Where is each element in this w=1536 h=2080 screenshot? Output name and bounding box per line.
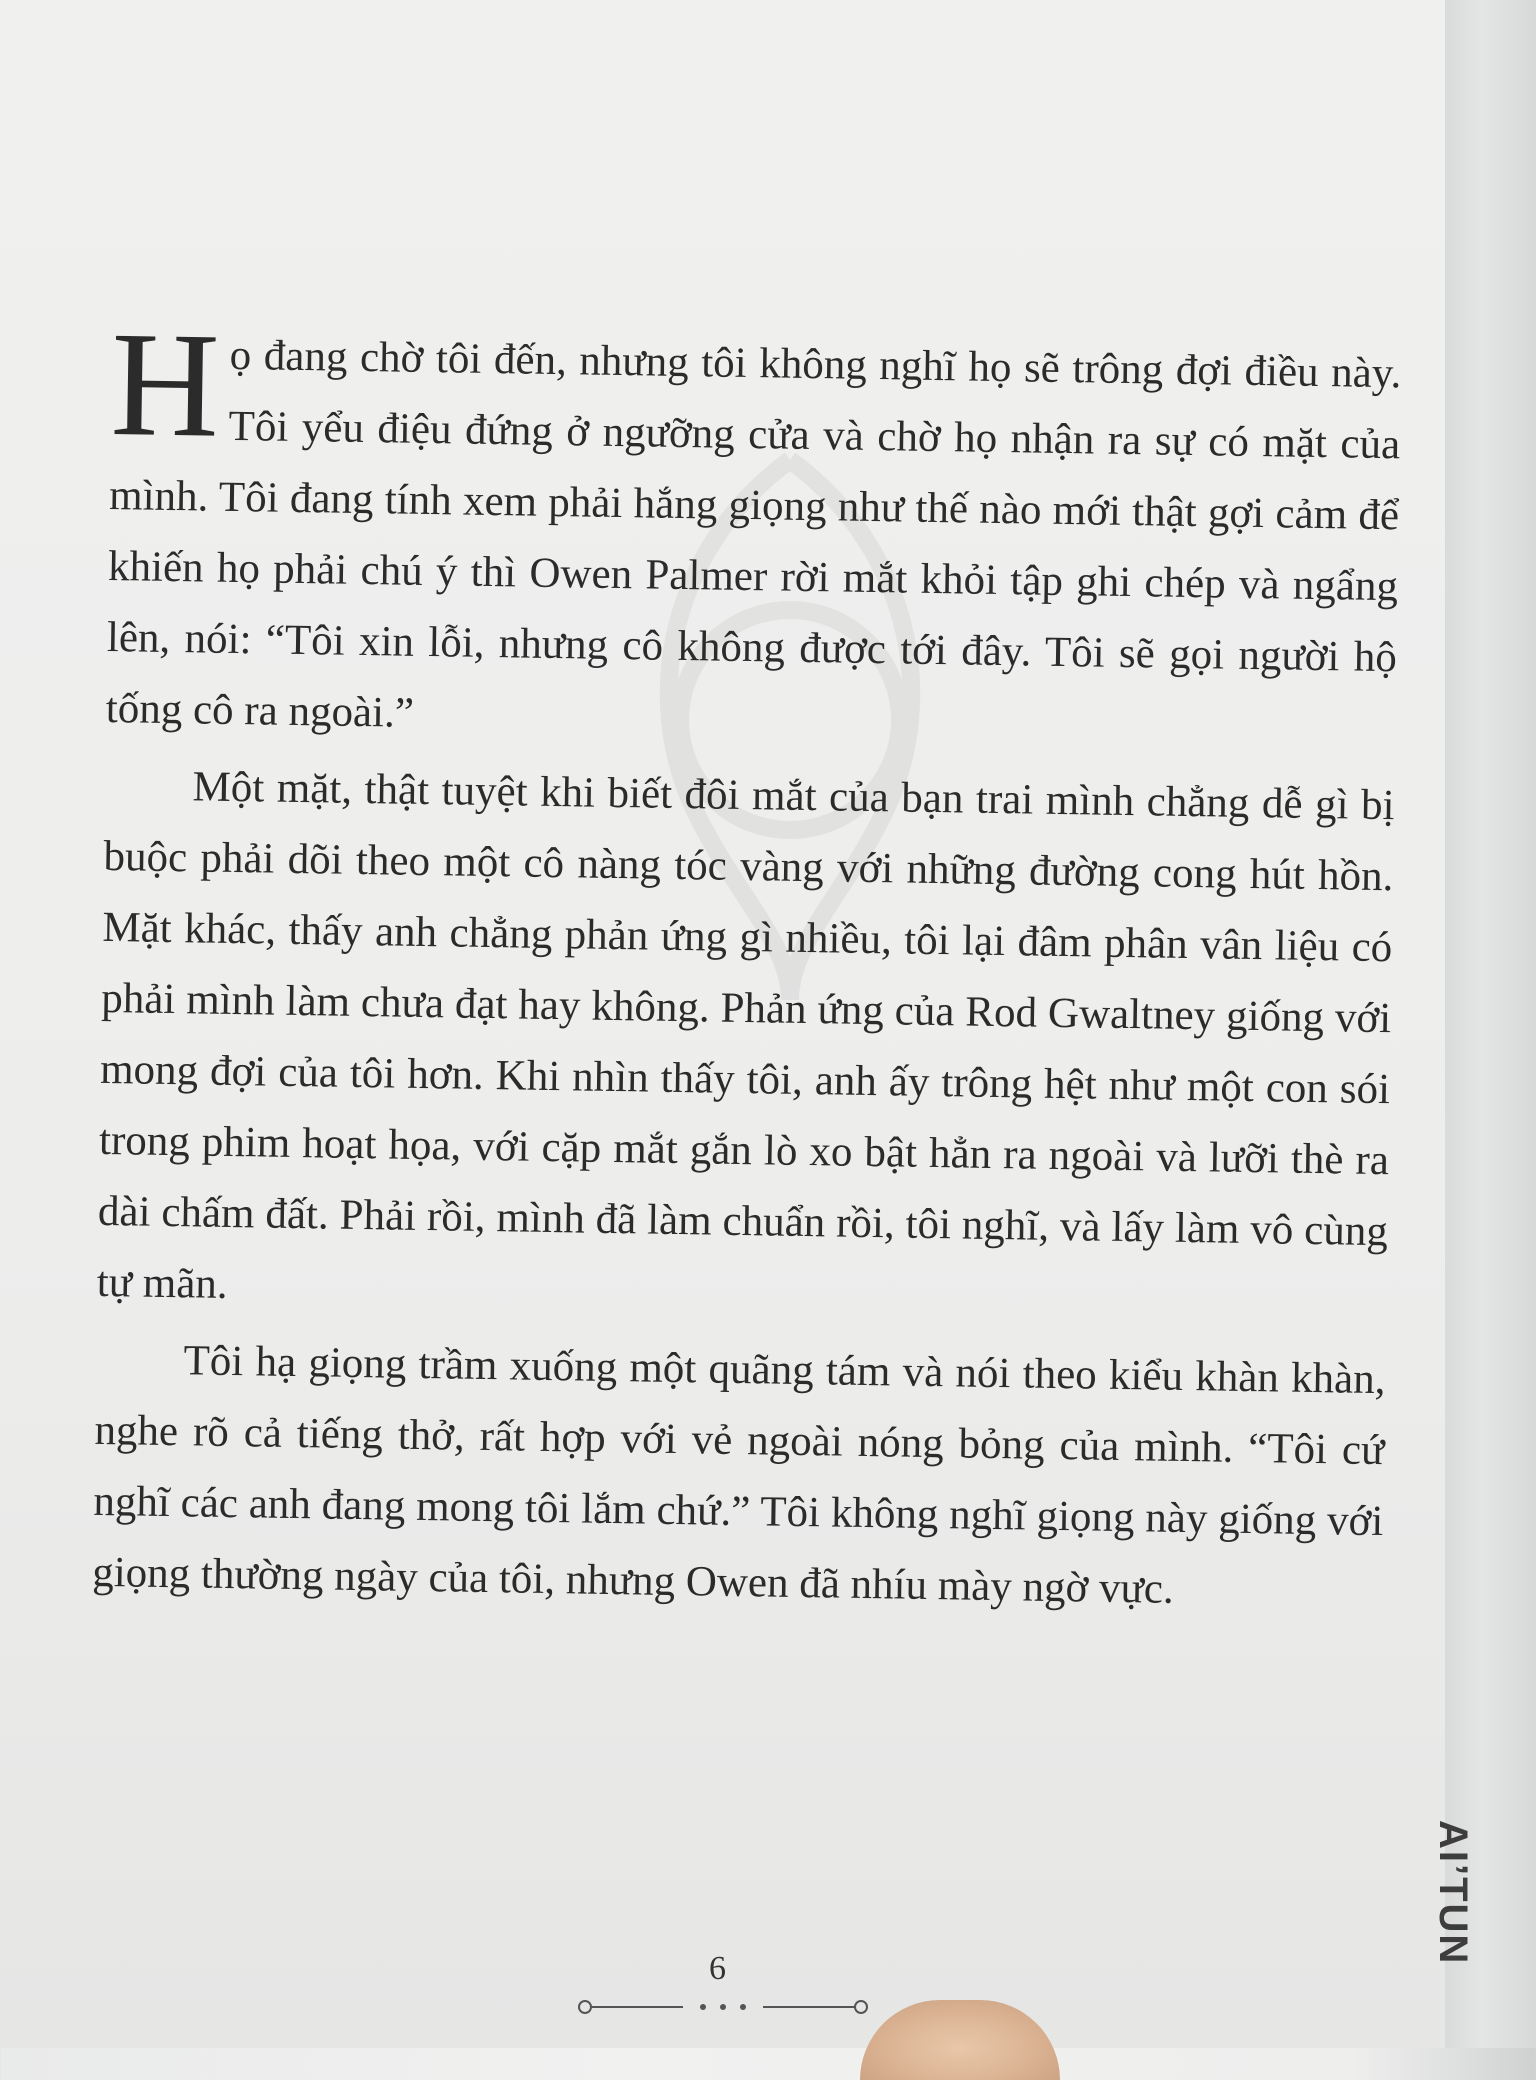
body-text: [91, 301, 1402, 1628]
page-number: 6: [709, 1950, 726, 1987]
page-footer: [0, 1950, 1445, 2022]
footer-ornament-icon: [573, 1992, 873, 2022]
paragraph-2: Một mặt, thật tuyệt khi biết đôi mắt của bạn trai mình chẳng dễ gì bị buộc phải dõi theo một cô nàng tóc vàng với những đường cong hút hồn. Mặt khác, thấy anh chẳng phản ứng gì nhiều, tôi lại đâm phân vân liệu có phải mình làm chưa đạt hay không. Phản ứng của Rod Gwaltney giống với mong đợi của tôi hơn. Khi nhìn thấy tôi, anh ấy trông hệt như một con sói trong phim hoạt họa, với cặp mắt gắn lò xo bật hẳn ra ngoài và lưỡi thè ra dài chấm đất. Phải rồi, mình đã làm chuẩn rồi, tôi nghĩ, và lấy làm vô cùng tự mãn.: [96, 763, 1395, 1308]
paragraph-1: [105, 301, 1402, 764]
spine-text: AI’TUN: [1431, 1820, 1475, 1966]
paragraph-1-text: ọ đang chờ tôi đến, nhưng tôi không nghĩ họ sẽ trông đợi điều này. Tôi yểu điệu đứng ở ngưỡng cửa và chờ họ nhận ra sự có mặt của mình. Tôi đang tính xem phải hắng giọng như thế nào mới thật gợi cảm để khiến họ phải chú ý thì Owen Palmer rời mắt khỏi tập ghi chép và ngẩng lên, nói: “Tôi xin lỗi, nhưng cô không được tới đây. Tôi sẽ gọi người hộ tống cô ra ngoài.”: [105, 331, 1402, 737]
drop-cap: H: [109, 301, 221, 469]
book-gutter: [1445, 0, 1536, 2048]
paragraph-3: Tôi hạ giọng trầm xuống một quãng tám và nói theo kiểu khàn khàn, nghe rõ cả tiếng thở, rất hợp với vẻ ngoài nóng bỏng của mình. “Tôi cứ nghĩ các anh đang mong tôi lắm chứ.” Tôi không nghĩ giọng này giống với giọng thường ngày của tôi, nhưng Owen đã nhíu mày ngờ vực.: [91, 1337, 1386, 1613]
